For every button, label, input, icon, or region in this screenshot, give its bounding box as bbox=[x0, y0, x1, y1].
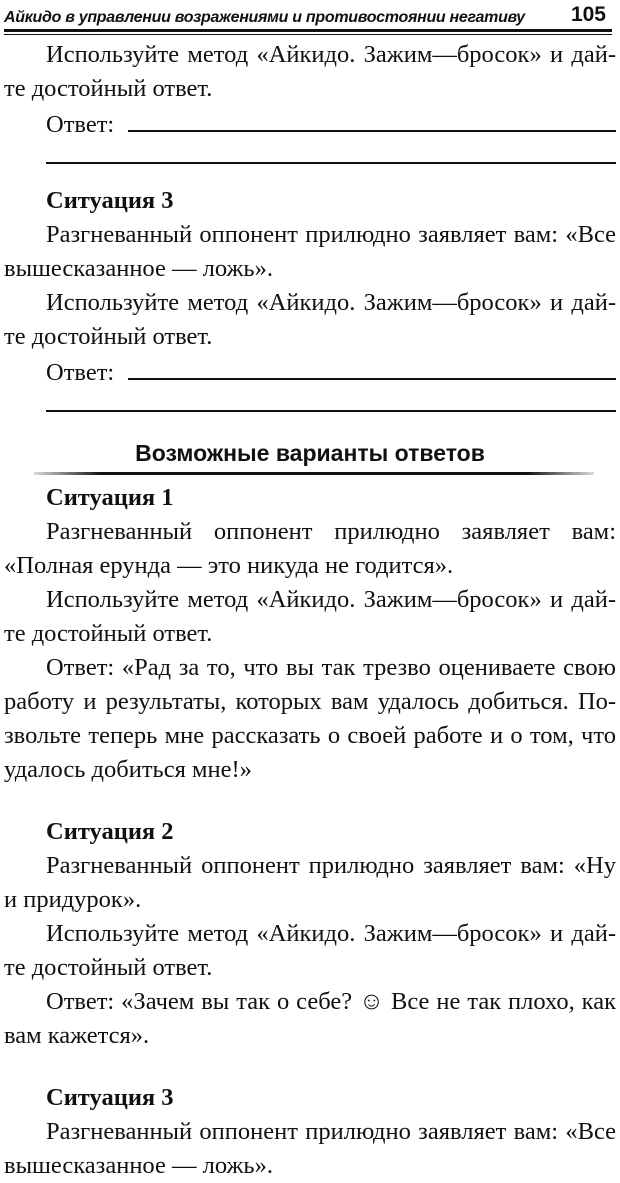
instruction-paragraph: Используйте метод «Айкидо. Зажим—бросок» и дай-те достойный ответ. bbox=[4, 586, 616, 647]
situation-title: Ситуация 1 bbox=[46, 484, 174, 511]
page-number: 105 bbox=[570, 3, 606, 26]
answer-blank bbox=[4, 354, 616, 388]
sample-answer: Ответ: «Зачем вы так о себе? ☺ Все не так плохо, как вам кажется». bbox=[4, 988, 616, 1049]
answer-label: Ответ: bbox=[46, 359, 115, 386]
sample-answer: Ответ: «Рад за то, что вы так трезво оцениваете свою работу и результаты, которых вам удалось добиться. По-звольте теперь мне рассказать о своей работе и о том, что удалось добиться мне!» bbox=[4, 654, 616, 783]
answer-fill-line bbox=[128, 106, 616, 132]
page-content bbox=[4, 38, 616, 1183]
situation-text: Разгневанный оппонент прилюдно заявляет вам: «Ну и придурок». bbox=[4, 852, 616, 913]
situation-title: Ситуация 3 bbox=[46, 187, 174, 214]
answer-blank-line bbox=[4, 140, 616, 174]
answer-label: Ответ: bbox=[46, 111, 115, 138]
answer-blank-line bbox=[4, 388, 616, 422]
situation-title: Ситуация 2 bbox=[46, 818, 174, 845]
header-rule-thin bbox=[4, 34, 612, 35]
section-heading: Возможные варианты ответов bbox=[135, 440, 485, 466]
situation-title: Ситуация 3 bbox=[46, 1084, 174, 1111]
running-header bbox=[4, 1, 610, 27]
answer-blank bbox=[4, 106, 616, 140]
instruction-paragraph: Используйте метод «Айкидо. Зажим—бросок» и дай-те достойный ответ. bbox=[4, 920, 616, 981]
situation-text: Разгневанный оппонент прилюдно заявляет вам: «Полная ерунда — это никуда не годится». bbox=[4, 518, 616, 579]
instruction-paragraph: Используйте метод «Айкидо. Зажим—бросок» и дай-те достойный ответ. bbox=[4, 289, 616, 350]
situation-text: Разгневанный оппонент прилюдно заявляет вам: «Все вышесказанное — ложь». bbox=[4, 1118, 616, 1179]
header-rule-thick bbox=[4, 29, 612, 32]
answer-fill-line bbox=[128, 354, 616, 380]
running-title: Айкидо в управлении возражениями и противостоянии негативу bbox=[4, 9, 525, 26]
situation-text: Разгневанный оппонент прилюдно заявляет вам: «Все вышесказанное — ложь». bbox=[4, 221, 616, 282]
instruction-paragraph: Используйте метод «Айкидо. Зажим—бросок» и дай-те достойный ответ. bbox=[4, 41, 616, 102]
